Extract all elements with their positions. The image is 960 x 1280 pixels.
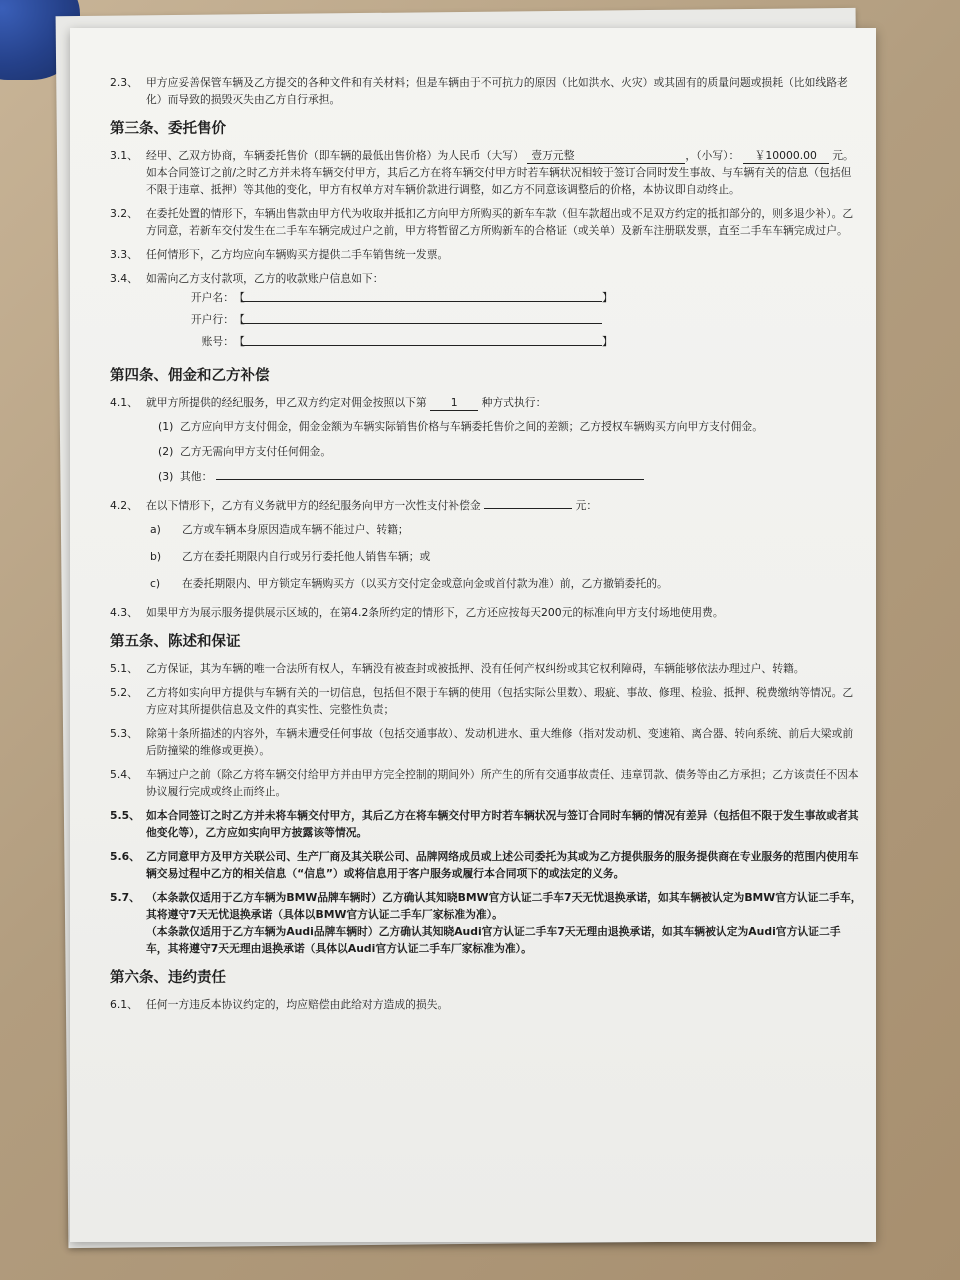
clause-text-b: 元： [575, 499, 598, 512]
clause-text-b: ，（小写）： [685, 149, 740, 162]
option-text: 其他： [180, 470, 213, 483]
clause-3-1 [110, 147, 862, 198]
clause-number: 3.1、 [110, 149, 138, 162]
option-text: 乙方无需向甲方支付任何佣金。 [180, 445, 332, 458]
clause-5-3 [110, 725, 862, 759]
clause-text-c: 元。如本合同签订之前/之时乙方并未将车辆交付甲方，其后乙方在将车辆交付甲方时若车辆状况相较于签订合同时发生事故、与车辆有关的信息（包括但不限于违章、抵押）等其他的变化，甲方有权单方对车辆价款进行调整，如乙方不同意该调整后的价格，本协议即自动终止。 [146, 149, 854, 196]
clause-number: 5.3、 [110, 727, 138, 740]
bracket-left: 【 [234, 313, 245, 326]
commission-option-2 [110, 443, 862, 460]
clause-text: 甲方应妥善保管车辆及乙方提交的各种文件和有关材料；但是车辆由于不可抗力的原因（比如洪水、火灾）或其固有的质量问题或损耗（比如线路老化）而导致的损毁灭失由乙方自行承担。 [146, 76, 848, 106]
clause-text: 任何情形下，乙方均应向车辆购买方提供二手车销售统一发票。 [146, 248, 449, 261]
account-name-label: 开户名： [190, 291, 234, 304]
account-name-line [242, 301, 602, 302]
bracket-right: 】 [602, 291, 613, 304]
clause-number: 3.2、 [110, 207, 138, 220]
account-name-row [146, 289, 862, 311]
section-6-title: 第六条、违约责任 [110, 970, 226, 986]
clause-4-3 [110, 604, 862, 621]
bank-row [146, 311, 862, 333]
clause-text-a: 在以下情形下，乙方有义务就甲方的经纪服务向甲方一次性支付补偿金 [146, 499, 481, 512]
clause-text: 乙方保证，其为车辆的唯一合法所有权人，车辆没有被查封或被抵押、没有任何产权纠纷或其它权利障碍，车辆能够依法办理过户、转籍。 [146, 662, 805, 675]
clause-4-1 [110, 394, 862, 411]
clause-5-4 [110, 766, 862, 800]
clause-number: 3.4、 [110, 272, 138, 285]
clause-text: 如本合同签订之时乙方并未将车辆交付甲方，其后乙方在将车辆交付甲方时若车辆状况与签订合同时车辆的情况有差异（包括但不限于发生事故或者其他变化等），乙方应如实向甲方披露该等情况。 [146, 809, 859, 839]
compensation-field [484, 508, 572, 509]
contract-body [110, 74, 862, 1020]
clause-text: 任何一方违反本协议约定的，均应赔偿由此给对方造成的损失。 [146, 998, 449, 1011]
clause-text: 如需向乙方支付款项，乙方的收款账户信息如下： [146, 272, 384, 285]
clause-number: 5.5、 [110, 809, 140, 822]
case-number: a) [150, 523, 161, 536]
option-number: (3) [158, 470, 174, 483]
case-text: 乙方在委托期限内自行或另行委托他人销售车辆；或 [182, 550, 431, 563]
section-5-title: 第五条、陈述和保证 [110, 634, 241, 650]
clause-text-bmw: （本条款仅适用于乙方车辆为BMW品牌车辆时）乙方确认其知晓BMW官方认证二手车7天无忧退换承诺，如其车辆被认定为BMW官方认证二手车，其将遵守7天无忧退换承诺（具体以BMW官方认证二手车厂家标准为准）。 [146, 891, 862, 921]
clause-5-2 [110, 684, 862, 718]
clause-text: 乙方同意甲方及甲方关联公司、生产厂商及其关联公司、品牌网络成员或上述公司委托为其或为乙方提供服务的服务提供商在专业服务的范围内使用车辆交易过程中乙方的相关信息（“信息”）或将信息用于客户服务或履行本合同项下的或法定的义务。 [146, 850, 859, 880]
clause-number: 5.7、 [110, 891, 140, 904]
bank-label: 开户行： [190, 313, 234, 326]
clause-3-2 [110, 205, 862, 239]
clause-text: 在委托处置的情形下，车辆出售款由甲方代为收取并抵扣乙方向甲方所购买的新车车款（但车款超出或不足双方约定的抵扣部分的，则多退少补）。乙方同意，若新车交付发生在二手车车辆完成过户之前，甲方将暂留乙方所购新车的合格证（或关单）及新车注册联发票，直至二手车车辆完成过户。 [146, 207, 854, 237]
clause-number: 5.2、 [110, 686, 138, 699]
clause-number: 4.2、 [110, 499, 138, 512]
compensation-case-b [110, 548, 862, 565]
compensation-case-c [110, 575, 862, 592]
clause-4-2 [110, 497, 862, 514]
clause-number: 2.3、 [110, 76, 138, 89]
clause-5-6 [110, 848, 862, 882]
clause-number: 5.6、 [110, 850, 140, 863]
clause-text-b: 种方式执行： [481, 396, 547, 409]
clause-5-1 [110, 660, 862, 677]
section-3-title: 第三条、委托售价 [110, 121, 226, 137]
case-text: 在委托期限内、甲方锁定车辆购买方（以买方交付定金或意向金或首付款为准）前，乙方撤销委托的。 [182, 577, 668, 590]
compensation-case-a [110, 521, 862, 538]
account-fields [110, 289, 862, 355]
clause-text-a: 就甲方所提供的经纪服务，甲乙双方约定对佣金按照以下第 [146, 396, 427, 409]
clause-5-5 [110, 807, 862, 841]
option-text: 乙方应向甲方支付佣金，佣金金额为车辆实际销售价格与车辆委托售价之间的差额；乙方授权车辆购买方向甲方支付佣金。 [180, 420, 764, 433]
commission-choice-field: 1 [430, 396, 478, 411]
bracket-left: 【 [234, 291, 245, 304]
clause-6-1 [110, 996, 862, 1013]
amount-number-field: ￥10000.00 [743, 149, 829, 164]
clause-number: 4.3、 [110, 606, 138, 619]
clause-5-7 [110, 889, 862, 957]
clause-text: 车辆过户之前（除乙方将车辆交付给甲方并由甲方完全控制的期间外）所产生的所有交通事故责任、违章罚款、债务等由乙方承担；乙方该责任不因本协议履行完成或终止而终止。 [146, 768, 859, 798]
section-4-title: 第四条、佣金和乙方补偿 [110, 368, 270, 384]
bank-line [242, 323, 602, 324]
clause-3-3 [110, 246, 862, 263]
clause-text: 如果甲方为展示服务提供展示区域的，在第4.2条所约定的情形下，乙方还应按每天200元的标准向甲方支付场地使用费。 [146, 606, 724, 619]
other-field [216, 479, 644, 480]
clause-text: 乙方将如实向甲方提供与车辆有关的一切信息，包括但不限于车辆的使用（包括实际公里数）、瑕疵、事故、修理、检验、抵押、税费缴纳等情况。乙方应对其所提供信息及文件的真实性、完整性负责； [146, 686, 854, 716]
amount-words-field: 壹万元整 [527, 149, 685, 164]
clause-number: 5.4、 [110, 768, 138, 781]
clause-number: 3.3、 [110, 248, 138, 261]
clause-text-audi: （本条款仅适用于乙方车辆为Audi品牌车辆时）乙方确认其知晓Audi官方认证二手车7天无理由退换承诺，如其车辆被认定为Audi官方认证二手车，其将遵守7天无理由退换承诺（具体以Audi官方认证二手车厂家标准为准）。 [146, 925, 841, 955]
option-number: (1) [158, 420, 174, 433]
bracket-left: 【 [234, 335, 245, 348]
clause-number: 6.1、 [110, 998, 138, 1011]
case-number: c) [150, 577, 161, 590]
account-number-row [146, 333, 862, 355]
clause-3-4 [110, 270, 862, 287]
account-number-line [242, 345, 602, 346]
clause-number: 4.1、 [110, 396, 138, 409]
case-text: 乙方或车辆本身原因造成车辆不能过户、转籍； [182, 523, 409, 536]
option-number: (2) [158, 445, 174, 458]
bracket-right: 】 [602, 335, 613, 348]
clause-2-3 [110, 74, 862, 108]
commission-option-1 [110, 418, 862, 435]
contract-page [70, 28, 876, 1242]
commission-option-3 [110, 468, 862, 485]
clause-text-a: 经甲、乙双方协商，车辆委托售价（即车辆的最低出售价格）为人民币（大写） [146, 149, 524, 162]
account-number-label: 账号： [201, 335, 234, 348]
clause-text: 除第十条所描述的内容外，车辆未遭受任何事故（包括交通事故）、发动机进水、重大维修（指对发动机、变速箱、离合器、转向系统、前后大梁或前后防撞梁的维修或更换）。 [146, 727, 854, 757]
clause-number: 5.1、 [110, 662, 138, 675]
case-number: b) [150, 550, 162, 563]
